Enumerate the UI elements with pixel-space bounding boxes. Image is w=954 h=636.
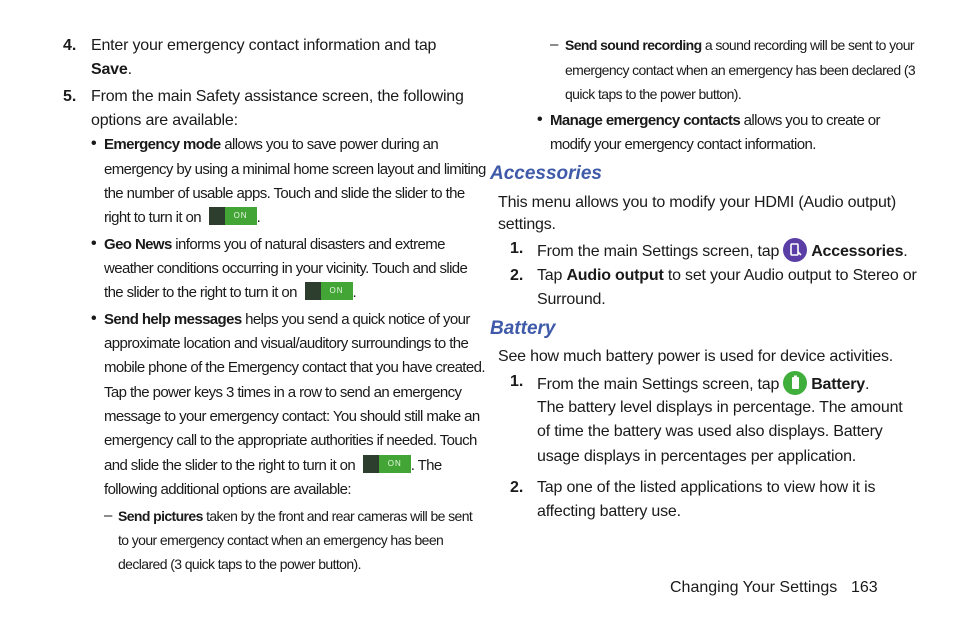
emergency-mode-text: Emergency mode allows you to save power during an <box>104 136 439 153</box>
accessories-icon <box>783 238 807 262</box>
step-number: 1. <box>510 373 524 390</box>
geo-news-text-3: the slider to the right to turn it on ON . <box>104 284 357 301</box>
step-5-text-2: options are available: <box>91 112 238 129</box>
accessories-step-1: From the main Settings screen, tap Accessories. <box>537 240 908 264</box>
bullet: • <box>91 235 97 252</box>
send-sound-text-3: quick taps to the power button). <box>565 86 742 102</box>
geo-news-text: Geo News informs you of natural disasters and extreme <box>104 236 445 253</box>
battery-intro: See how much battery power is used for device activities. <box>498 348 894 365</box>
battery-step-1-text-3: of time the battery was used also displays. Battery <box>537 423 883 440</box>
step-number: 1. <box>510 240 524 257</box>
send-help-text-8: following additional options are available: <box>104 481 351 498</box>
emergency-mode-text-4: right to turn it on ON . <box>104 209 261 226</box>
send-help-text-5: message to your emergency contact: You should still make an <box>104 408 480 425</box>
toggle-switch: ON <box>305 282 353 300</box>
dash: – <box>104 507 113 524</box>
section-heading-accessories: Accessories <box>490 163 602 184</box>
send-help-text-4: Tap the power keys 3 times in a row to send an emergency <box>104 384 462 401</box>
page-number: 163 <box>851 579 878 596</box>
send-help-text: Send help messages helps you send a quick notice of your <box>104 311 470 328</box>
accessories-intro-2: settings. <box>498 216 556 233</box>
send-help-text-7: and slide the slider to the right to turn it on ON . The <box>104 457 442 474</box>
send-sound-text: Send sound recording a sound recording will be sent to your <box>565 37 914 53</box>
send-pictures-text-3: declared (3 quick taps to the power button). <box>118 556 361 572</box>
battery-step-1-text-2: The battery level displays in percentage. The amount <box>537 399 903 416</box>
send-help-text-3: mobile phone of the Emergency contact that you have created. <box>104 359 485 376</box>
send-help-text-2: approximate location and visual/auditory surroundings to the <box>104 335 469 352</box>
battery-step-2: Tap one of the listed applications to view how it is <box>537 479 876 496</box>
step-number: 4. <box>63 37 77 54</box>
toggle-switch: ON <box>209 207 257 225</box>
accessories-step-2: Tap Audio output to set your Audio output to Stereo or <box>537 267 917 284</box>
step-4-text: Enter your emergency contact information and tap <box>91 37 437 54</box>
step-number: 2. <box>510 479 524 496</box>
send-pictures-text: Send pictures taken by the front and rear cameras will be sent <box>118 508 473 524</box>
bullet: • <box>91 310 97 327</box>
step-5-text: From the main Safety assistance screen, the following <box>91 88 464 105</box>
section-heading-battery: Battery <box>490 318 556 339</box>
emergency-mode-text-2: emergency by using a minimal home screen layout and limiting <box>104 161 486 178</box>
battery-icon <box>783 371 807 395</box>
step-number: 2. <box>510 267 524 284</box>
manage-contacts-text-2: modify your emergency contact information. <box>550 136 816 153</box>
emergency-mode-text-3: the number of usable apps. Touch and slide the slider to the <box>104 185 465 202</box>
send-sound-text-2: emergency contact when an emergency has been declared (3 <box>565 62 916 78</box>
bullet: • <box>91 135 97 152</box>
battery-step-1-text-4: usage displays in percentages per application. <box>537 448 857 465</box>
accessories-intro: This menu allows you to modify your HDMI (Audio output) <box>498 194 897 211</box>
dash: – <box>550 36 559 53</box>
battery-step-2-text-2: affecting battery use. <box>537 503 681 520</box>
geo-news-text-2: weather conditions occurring in your vicinity. Touch and slide <box>104 260 468 277</box>
step-number: 5. <box>63 88 77 105</box>
accessories-step-2-text-2: Surround. <box>537 291 606 308</box>
bullet: • <box>537 111 543 128</box>
send-pictures-text-2: to your emergency contact when an emergency has been <box>118 532 444 548</box>
step-4-text-2: Save. <box>91 61 132 78</box>
battery-step-1: From the main Settings screen, tap Battery. <box>537 373 869 397</box>
send-help-text-6: emergency call to the appropriate authorities if needed. Touch <box>104 432 477 449</box>
footer-section-title: Changing Your Settings <box>670 579 838 596</box>
manage-contacts-text: Manage emergency contacts allows you to create or <box>550 112 880 129</box>
toggle-switch: ON <box>363 455 411 473</box>
